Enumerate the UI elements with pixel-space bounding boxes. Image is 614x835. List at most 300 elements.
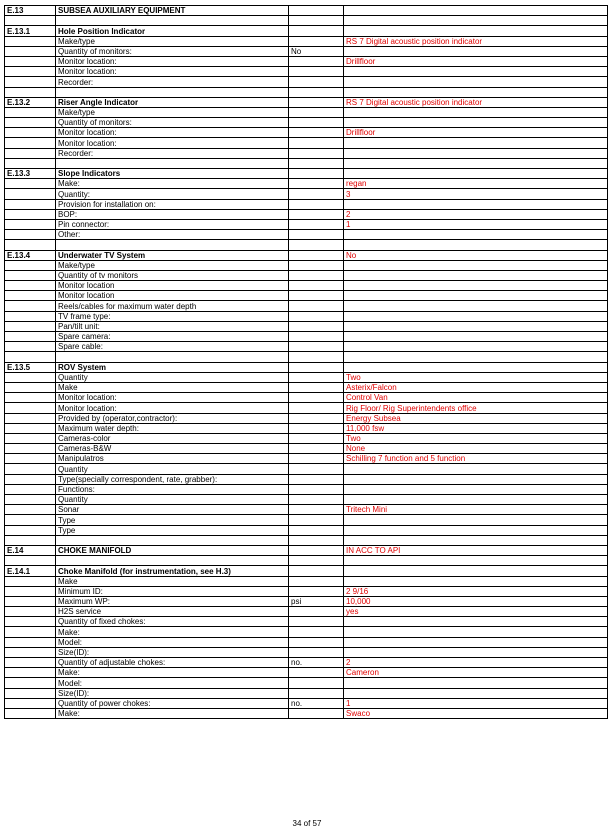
section-code: [5, 352, 56, 362]
item-label: Underwater TV System: [56, 250, 289, 260]
item-value: [344, 118, 608, 128]
section-code: E.13.2: [5, 97, 56, 107]
table-row: [5, 637, 608, 647]
section-code: [5, 658, 56, 668]
item-value: 3: [344, 189, 608, 199]
page-number: 34 of 57: [292, 819, 322, 828]
item-label: Model:: [56, 678, 289, 688]
unit: [289, 107, 344, 117]
table-row: [5, 118, 608, 128]
item-label: Quantity of adjustable chokes:: [56, 658, 289, 668]
unit: [289, 97, 344, 107]
section-code: [5, 678, 56, 688]
unit: [289, 26, 344, 36]
table-row: [5, 56, 608, 66]
item-value: [344, 16, 608, 26]
table-row: [5, 240, 608, 250]
unit: [289, 67, 344, 77]
item-label: Provision for installation on:: [56, 199, 289, 209]
unit: [289, 56, 344, 66]
table-row: [5, 647, 608, 657]
table-row: [5, 607, 608, 617]
section-code: [5, 708, 56, 718]
unit: [289, 495, 344, 505]
item-label: Recorder:: [56, 77, 289, 87]
table-row: [5, 219, 608, 229]
item-label: Monitor location:: [56, 67, 289, 77]
item-value: [344, 46, 608, 56]
unit: [289, 607, 344, 617]
unit: [289, 148, 344, 158]
table-row: [5, 16, 608, 26]
spec-table-body: [5, 6, 608, 719]
spec-table: [4, 5, 608, 719]
unit: [289, 566, 344, 576]
unit: [289, 118, 344, 128]
item-value: [344, 291, 608, 301]
item-value: Drillfloor: [344, 56, 608, 66]
item-value: regan: [344, 179, 608, 189]
table-row: [5, 515, 608, 525]
section-code: [5, 87, 56, 97]
section-code: [5, 382, 56, 392]
section-code: [5, 586, 56, 596]
table-row: [5, 627, 608, 637]
item-value: Swaco: [344, 708, 608, 718]
unit: [289, 158, 344, 168]
table-row: [5, 332, 608, 342]
table-row: [5, 189, 608, 199]
unit: [289, 291, 344, 301]
table-row: [5, 393, 608, 403]
item-value: 2 9/16: [344, 586, 608, 596]
item-value: [344, 678, 608, 688]
item-label: Hole Position Indicator: [56, 26, 289, 36]
item-value: [344, 6, 608, 16]
section-code: [5, 230, 56, 240]
table-row: [5, 230, 608, 240]
item-label: [56, 240, 289, 250]
table-row: [5, 484, 608, 494]
unit: No: [289, 46, 344, 56]
table-row: [5, 708, 608, 718]
unit: psi: [289, 596, 344, 606]
item-label: Slope Indicators: [56, 169, 289, 179]
unit: [289, 454, 344, 464]
item-value: 1: [344, 219, 608, 229]
item-label: Quantity of fixed chokes:: [56, 617, 289, 627]
item-label: Maximum water depth:: [56, 423, 289, 433]
item-label: Make:: [56, 708, 289, 718]
table-row: [5, 372, 608, 382]
item-value: Energy Subsea: [344, 413, 608, 423]
unit: [289, 545, 344, 555]
unit: [289, 535, 344, 545]
item-value: [344, 535, 608, 545]
section-code: [5, 281, 56, 291]
section-code: [5, 464, 56, 474]
item-value: [344, 26, 608, 36]
item-value: [344, 617, 608, 627]
item-value: Control Van: [344, 393, 608, 403]
section-code: [5, 525, 56, 535]
section-code: [5, 332, 56, 342]
table-row: [5, 444, 608, 454]
item-label: TV frame type:: [56, 311, 289, 321]
item-value: [344, 464, 608, 474]
unit: [289, 169, 344, 179]
unit: no.: [289, 698, 344, 708]
table-row: [5, 270, 608, 280]
item-label: Make:: [56, 627, 289, 637]
unit: [289, 77, 344, 87]
table-row: [5, 596, 608, 606]
table-row: [5, 454, 608, 464]
table-row: [5, 403, 608, 413]
table-row: [5, 281, 608, 291]
unit: [289, 627, 344, 637]
item-value: [344, 525, 608, 535]
item-value: [344, 260, 608, 270]
unit: [289, 36, 344, 46]
item-value: [344, 342, 608, 352]
section-code: [5, 56, 56, 66]
unit: [289, 382, 344, 392]
table-row: [5, 321, 608, 331]
item-value: Drillfloor: [344, 128, 608, 138]
section-code: [5, 393, 56, 403]
section-code: E.13.4: [5, 250, 56, 260]
unit: [289, 556, 344, 566]
section-code: [5, 311, 56, 321]
table-row: [5, 617, 608, 627]
item-value: [344, 87, 608, 97]
table-row: [5, 138, 608, 148]
table-row: [5, 260, 608, 270]
table-row: [5, 576, 608, 586]
item-label: Type: [56, 525, 289, 535]
item-label: Size(ID):: [56, 688, 289, 698]
item-value: [344, 362, 608, 372]
unit: no.: [289, 658, 344, 668]
item-label: Quantity of power chokes:: [56, 698, 289, 708]
unit: [289, 586, 344, 596]
table-row: [5, 291, 608, 301]
item-value: [344, 148, 608, 158]
section-code: [5, 556, 56, 566]
section-code: [5, 291, 56, 301]
item-value: [344, 484, 608, 494]
item-label: Make: [56, 382, 289, 392]
item-value: IN ACC TO API: [344, 545, 608, 555]
unit: [289, 199, 344, 209]
item-value: [344, 77, 608, 87]
section-code: [5, 454, 56, 464]
table-row: [5, 87, 608, 97]
section-code: [5, 342, 56, 352]
item-label: Quantity:: [56, 189, 289, 199]
item-label: Monitor location:: [56, 56, 289, 66]
item-label: Sonar: [56, 505, 289, 515]
section-code: E.13.5: [5, 362, 56, 372]
table-row: [5, 46, 608, 56]
unit: [289, 647, 344, 657]
section-code: [5, 413, 56, 423]
section-code: E.13: [5, 6, 56, 16]
item-value: Asterix/Falcon: [344, 382, 608, 392]
item-value: [344, 199, 608, 209]
table-row: [5, 311, 608, 321]
item-label: CHOKE MANIFOLD: [56, 545, 289, 555]
item-label: Make:: [56, 179, 289, 189]
unit: [289, 189, 344, 199]
item-value: [344, 576, 608, 586]
table-row: [5, 362, 608, 372]
item-value: [344, 566, 608, 576]
item-value: None: [344, 444, 608, 454]
unit: [289, 423, 344, 433]
item-label: Pan/tilt unit:: [56, 321, 289, 331]
section-code: [5, 321, 56, 331]
unit: [289, 708, 344, 718]
item-value: 2: [344, 209, 608, 219]
item-value: [344, 321, 608, 331]
item-value: No: [344, 250, 608, 260]
section-code: [5, 698, 56, 708]
section-code: [5, 128, 56, 138]
item-label: Type: [56, 515, 289, 525]
table-row: [5, 382, 608, 392]
item-label: [56, 352, 289, 362]
item-value: [344, 270, 608, 280]
table-row: [5, 556, 608, 566]
section-code: [5, 627, 56, 637]
item-label: Riser Angle Indicator: [56, 97, 289, 107]
unit: [289, 433, 344, 443]
item-label: [56, 158, 289, 168]
item-label: Other:: [56, 230, 289, 240]
item-value: 2: [344, 658, 608, 668]
item-value: [344, 474, 608, 484]
section-code: [5, 484, 56, 494]
unit: [289, 219, 344, 229]
item-label: Recorder:: [56, 148, 289, 158]
section-code: [5, 77, 56, 87]
item-label: Monitor location:: [56, 393, 289, 403]
table-row: [5, 36, 608, 46]
unit: [289, 301, 344, 311]
item-label: Quantity: [56, 464, 289, 474]
table-row: [5, 352, 608, 362]
table-row: [5, 26, 608, 36]
table-row: [5, 423, 608, 433]
section-code: E.13.1: [5, 26, 56, 36]
table-row: [5, 413, 608, 423]
item-label: Maximum WP:: [56, 596, 289, 606]
table-row: [5, 301, 608, 311]
item-label: ROV System: [56, 362, 289, 372]
section-code: [5, 607, 56, 617]
item-value: [344, 688, 608, 698]
item-value: [344, 281, 608, 291]
item-label: BOP:: [56, 209, 289, 219]
unit: [289, 209, 344, 219]
unit: [289, 240, 344, 250]
item-value: RS 7 Digital acoustic position indicator: [344, 36, 608, 46]
item-label: Minimum ID:: [56, 586, 289, 596]
item-value: Two: [344, 433, 608, 443]
item-value: [344, 138, 608, 148]
section-code: [5, 219, 56, 229]
item-value: Rig Floor/ Rig Superintendents office: [344, 403, 608, 413]
table-row: [5, 668, 608, 678]
unit: [289, 311, 344, 321]
item-value: [344, 556, 608, 566]
item-label: Type(specially correspondent, rate, grabber):: [56, 474, 289, 484]
section-code: E.14: [5, 545, 56, 555]
unit: [289, 688, 344, 698]
table-row: [5, 6, 608, 16]
section-code: [5, 301, 56, 311]
item-value: Cameron: [344, 668, 608, 678]
unit: [289, 637, 344, 647]
item-label: Monitor location:: [56, 128, 289, 138]
table-row: [5, 128, 608, 138]
unit: [289, 6, 344, 16]
table-row: [5, 148, 608, 158]
table-row: [5, 199, 608, 209]
item-label: H2S service: [56, 607, 289, 617]
item-value: [344, 352, 608, 362]
section-code: [5, 67, 56, 77]
item-label: Make: [56, 576, 289, 586]
table-row: [5, 97, 608, 107]
unit: [289, 474, 344, 484]
item-value: [344, 230, 608, 240]
item-label: Provided by (operator,contractor):: [56, 413, 289, 423]
item-value: 11,000 fsw: [344, 423, 608, 433]
section-code: [5, 36, 56, 46]
unit: [289, 16, 344, 26]
section-code: [5, 668, 56, 678]
table-row: [5, 535, 608, 545]
table-row: [5, 586, 608, 596]
item-label: Model:: [56, 637, 289, 647]
table-row: [5, 107, 608, 117]
item-label: Cameras-color: [56, 433, 289, 443]
item-label: Spare cable:: [56, 342, 289, 352]
unit: [289, 281, 344, 291]
section-code: [5, 576, 56, 586]
item-value: [344, 107, 608, 117]
item-value: [344, 158, 608, 168]
item-label: Choke Manifold (for instrumentation, see H.3): [56, 566, 289, 576]
section-code: [5, 16, 56, 26]
section-code: [5, 505, 56, 515]
item-label: Size(ID):: [56, 647, 289, 657]
item-label: Functions:: [56, 484, 289, 494]
table-row: [5, 525, 608, 535]
unit: [289, 576, 344, 586]
unit: [289, 617, 344, 627]
table-row: [5, 658, 608, 668]
section-code: [5, 240, 56, 250]
item-value: [344, 637, 608, 647]
unit: [289, 515, 344, 525]
section-code: [5, 535, 56, 545]
unit: [289, 668, 344, 678]
item-value: 1: [344, 698, 608, 708]
unit: [289, 372, 344, 382]
unit: [289, 250, 344, 260]
section-code: [5, 209, 56, 219]
table-row: [5, 342, 608, 352]
table-row: [5, 566, 608, 576]
table-row: [5, 688, 608, 698]
table-row: [5, 158, 608, 168]
unit: [289, 87, 344, 97]
item-value: [344, 515, 608, 525]
section-code: [5, 270, 56, 280]
item-label: Monitor location:: [56, 138, 289, 148]
table-row: [5, 250, 608, 260]
item-value: [344, 240, 608, 250]
section-code: [5, 647, 56, 657]
section-code: [5, 444, 56, 454]
item-label: [56, 556, 289, 566]
item-label: Make:: [56, 668, 289, 678]
section-code: [5, 107, 56, 117]
unit: [289, 128, 344, 138]
unit: [289, 444, 344, 454]
section-code: [5, 199, 56, 209]
section-code: E.14.1: [5, 566, 56, 576]
unit: [289, 321, 344, 331]
item-label: Quantity of tv monitors: [56, 270, 289, 280]
item-value: 10,000: [344, 596, 608, 606]
section-code: [5, 138, 56, 148]
item-label: Make/type: [56, 107, 289, 117]
section-code: [5, 46, 56, 56]
item-label: Cameras-B&W: [56, 444, 289, 454]
section-code: [5, 260, 56, 270]
unit: [289, 230, 344, 240]
unit: [289, 678, 344, 688]
unit: [289, 403, 344, 413]
unit: [289, 260, 344, 270]
item-value: [344, 311, 608, 321]
section-code: [5, 495, 56, 505]
item-label: SUBSEA AUXILIARY EQUIPMENT: [56, 6, 289, 16]
item-label: Monitor location: [56, 281, 289, 291]
section-code: [5, 515, 56, 525]
section-code: [5, 372, 56, 382]
table-row: [5, 678, 608, 688]
item-label: Quantity: [56, 495, 289, 505]
item-value: [344, 495, 608, 505]
item-value: [344, 67, 608, 77]
table-row: [5, 698, 608, 708]
unit: [289, 352, 344, 362]
item-label: [56, 16, 289, 26]
unit: [289, 138, 344, 148]
item-value: RS 7 Digital acoustic position indicator: [344, 97, 608, 107]
item-value: Schilling 7 function and 5 function: [344, 454, 608, 464]
section-code: [5, 433, 56, 443]
unit: [289, 342, 344, 352]
item-value: [344, 301, 608, 311]
item-label: Quantity of monitors:: [56, 46, 289, 56]
